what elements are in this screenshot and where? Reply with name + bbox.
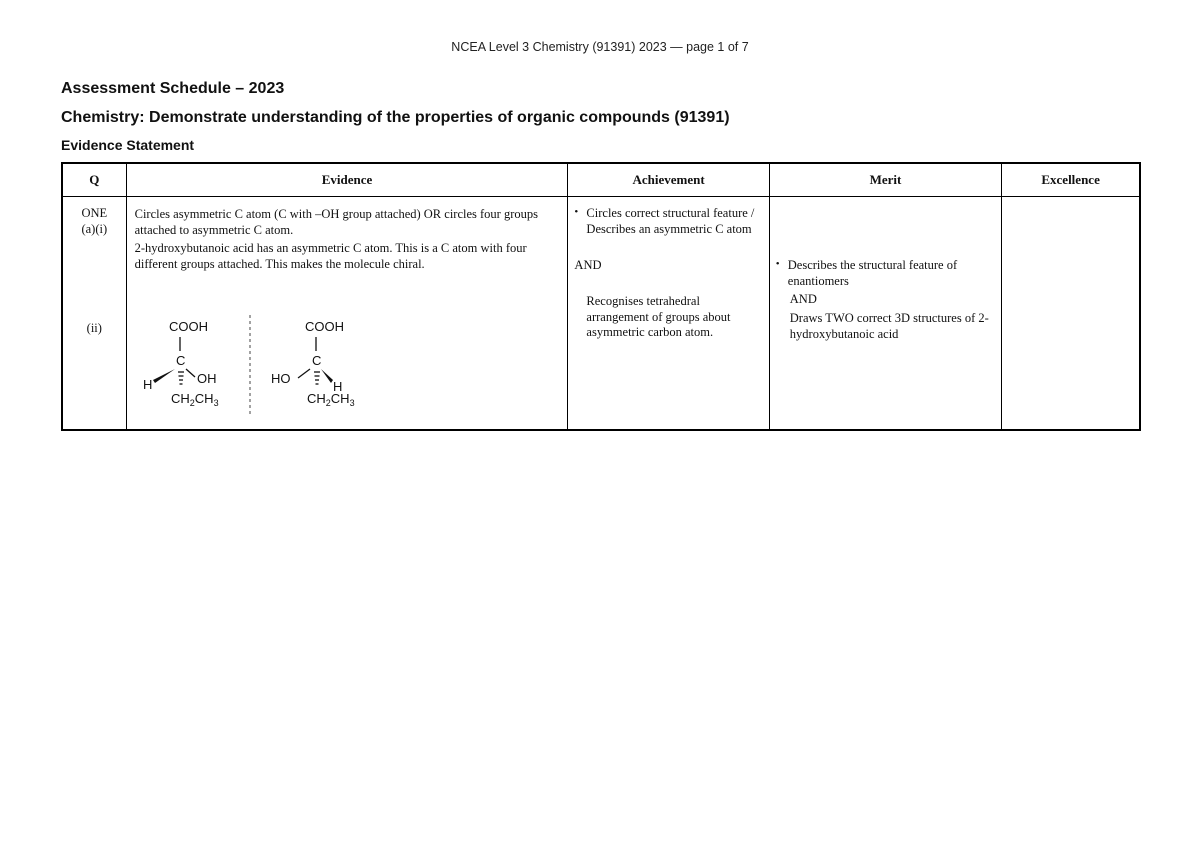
achievement-text-1: Circles correct structural feature / Describes an asymmetric C atom (586, 206, 755, 236)
right-wedge-bond (321, 369, 333, 383)
achievement-cell (568, 197, 769, 431)
evidence-text-1: Circles asymmetric C atom (C with –OH group attached) OR circles four groups attached to asymmetric C atom. (134, 207, 538, 237)
left-oh-label: OH (196, 371, 217, 386)
question-cell (62, 197, 126, 431)
evidence-text-2: 2-hydroxybutanoic acid has an asymmetric C atom. This is a C atom with four different groups attached. This makes the molecule chiral. (134, 241, 527, 271)
bullet-icon: • (775, 258, 780, 270)
question-number: ONE (81, 206, 108, 220)
right-ethyl-label: $CH_2CH_3$ (306, 391, 355, 408)
merit-and: AND (789, 292, 817, 307)
table-header-row (62, 163, 1140, 197)
merit-cell (769, 197, 1001, 431)
left-carbon-label: C (175, 353, 185, 368)
left-hash-bond (178, 372, 184, 384)
enantiomer-structures (135, 313, 375, 423)
right-h-label: H (332, 379, 342, 394)
header-achievement: Achievement (568, 163, 769, 197)
left-ethyl-label: $CH_2CH_3$ (170, 391, 219, 408)
left-wedge-bond (153, 369, 175, 383)
assessment-table (61, 162, 1141, 431)
question-part-a: (a)(i) (81, 221, 108, 236)
achievement-and: AND (574, 258, 602, 273)
question-part-b: (ii) (86, 321, 102, 335)
merit-bullet (776, 258, 995, 289)
right-cooh-label: COOH (304, 319, 344, 334)
right-carbon-label: C (311, 353, 321, 368)
section-label: Evidence Statement (61, 137, 195, 153)
right-ho-label: HO (270, 371, 291, 386)
header-evidence: Evidence (126, 163, 568, 197)
left-h-label: H (142, 377, 152, 392)
achievement-text-2: Recognises tetrahedral arrangement of groups about asymmetric carbon atom. (586, 293, 731, 340)
right-hash-bond (314, 372, 320, 384)
merit-text-1: Describes the structural feature of enantiomers (787, 258, 958, 288)
merit-text-2: Draws TWO correct 3D structures of 2-hydroxybutanoic acid (789, 310, 989, 341)
excellence-cell (1002, 197, 1140, 431)
document-subtitle: Chemistry: Demonstrate understanding of the properties of organic compounds (91391) (61, 109, 730, 126)
header-q: Q (62, 163, 126, 197)
left-cooh-label: COOH (168, 319, 208, 334)
bullet-icon: • (574, 206, 579, 218)
page-header: NCEA Level 3 Chemistry (91391) 2023 — page 1 of 7 (451, 40, 749, 54)
table-row (62, 197, 1140, 431)
achievement-bullet (574, 206, 762, 237)
header-merit: Merit (769, 163, 1001, 197)
header-excellence: Excellence (1002, 163, 1140, 197)
evidence-cell (126, 197, 568, 431)
document-title: Assessment Schedule – 2023 (61, 80, 285, 97)
